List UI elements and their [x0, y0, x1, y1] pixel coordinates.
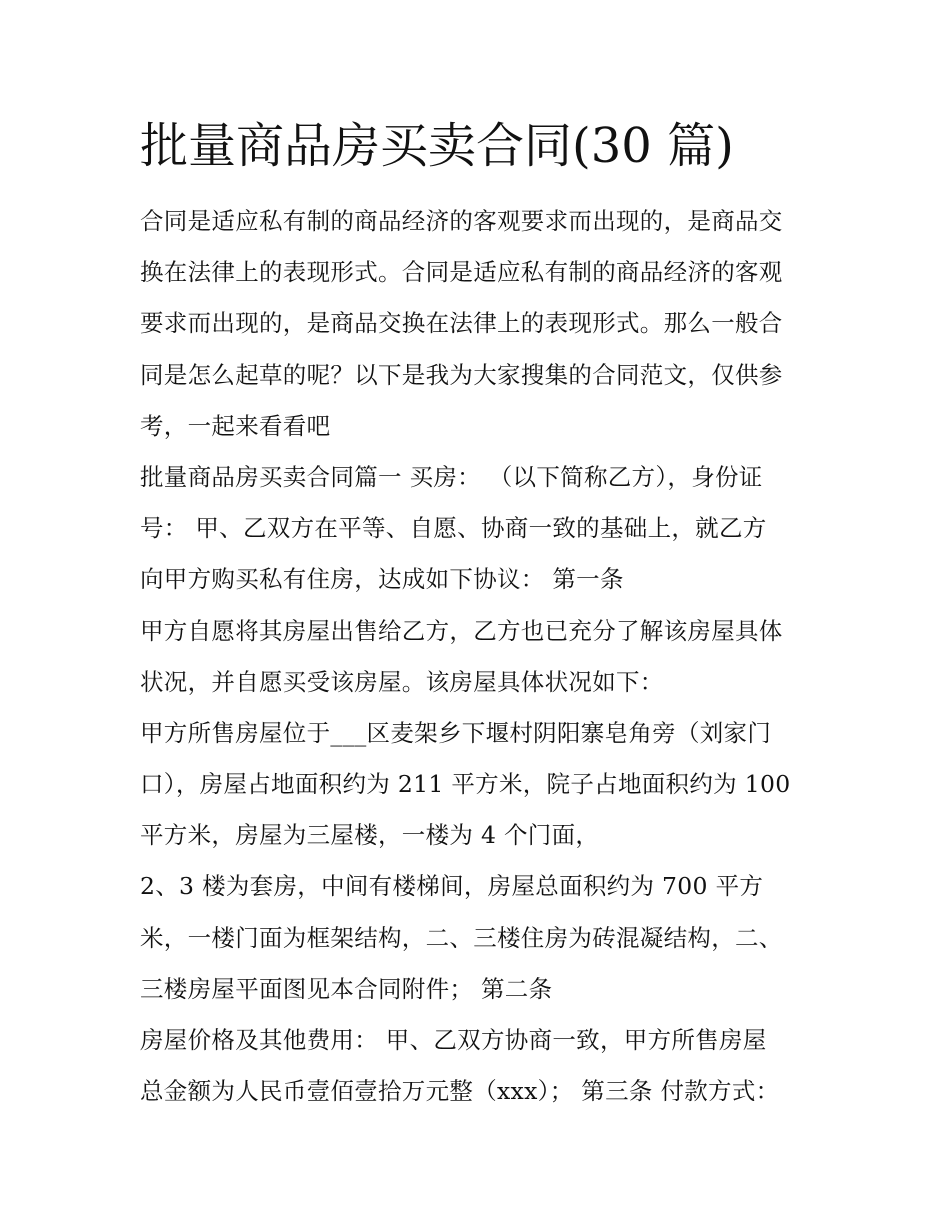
text-line: 米，一楼门面为框架结构，二、三楼住房为砖混凝结构，二、 [140, 923, 783, 952]
text-line: 平方米，房屋为三屋楼，一楼为 4 个门面， [140, 821, 600, 850]
text-line: 考，一起来看看吧 [140, 411, 331, 440]
text-line: 要求而出现的，是商品交换在法律上的表现形式。那么一般合 [140, 309, 783, 338]
text-line: 甲方所售房屋位于___区麦架乡下堰村阴阳寨皂角旁（刘家门 [140, 718, 772, 747]
text-line: 2、3 楼为套房，中间有楼梯间，房屋总面积约为 700 平方 [140, 872, 764, 901]
text-line: 换在法律上的表现形式。合同是适应私有制的商品经济的客观 [140, 258, 783, 287]
text-line: 房屋价格及其他费用： 甲、乙双方协商一致，甲方所售房屋 [140, 1026, 767, 1054]
text-line: 向甲方购买私有住房，达成如下协议： 第一条 [140, 565, 624, 594]
text-line: 状况，并自愿买受该房屋。该房屋具体状况如下： [140, 667, 664, 696]
document-body [140, 196, 830, 1117]
text-line: 合同是适应私有制的商品经济的客观要求而出现的，是商品交 [140, 207, 783, 235]
text-line: 号： 甲、乙双方在平等、自愿、协商一致的基础上，就乙方 [140, 514, 767, 543]
text-line: 总金额为人民币壹佰壹拾万元整（xxx）； 第三条 付款方式： [140, 1077, 780, 1106]
text-line: 批量商品房买卖合同篇一 买房： （以下简称乙方），身份证 [140, 462, 763, 491]
text-line: 同是怎么起草的呢？以下是我为大家搜集的合同范文，仅供参 [140, 360, 783, 389]
text-line: 三楼房屋平面图见本合同附件； 第二条 [140, 974, 553, 1003]
text-line: 口），房屋占地面积约为 211 平方米，院子占地面积约为 100 [140, 770, 791, 799]
text-line: 甲方自愿将其房屋出售给乙方，乙方也已充分了解该房屋具体 [140, 616, 783, 645]
page-title: 批量商品房买卖合同(30 篇) [140, 118, 734, 174]
